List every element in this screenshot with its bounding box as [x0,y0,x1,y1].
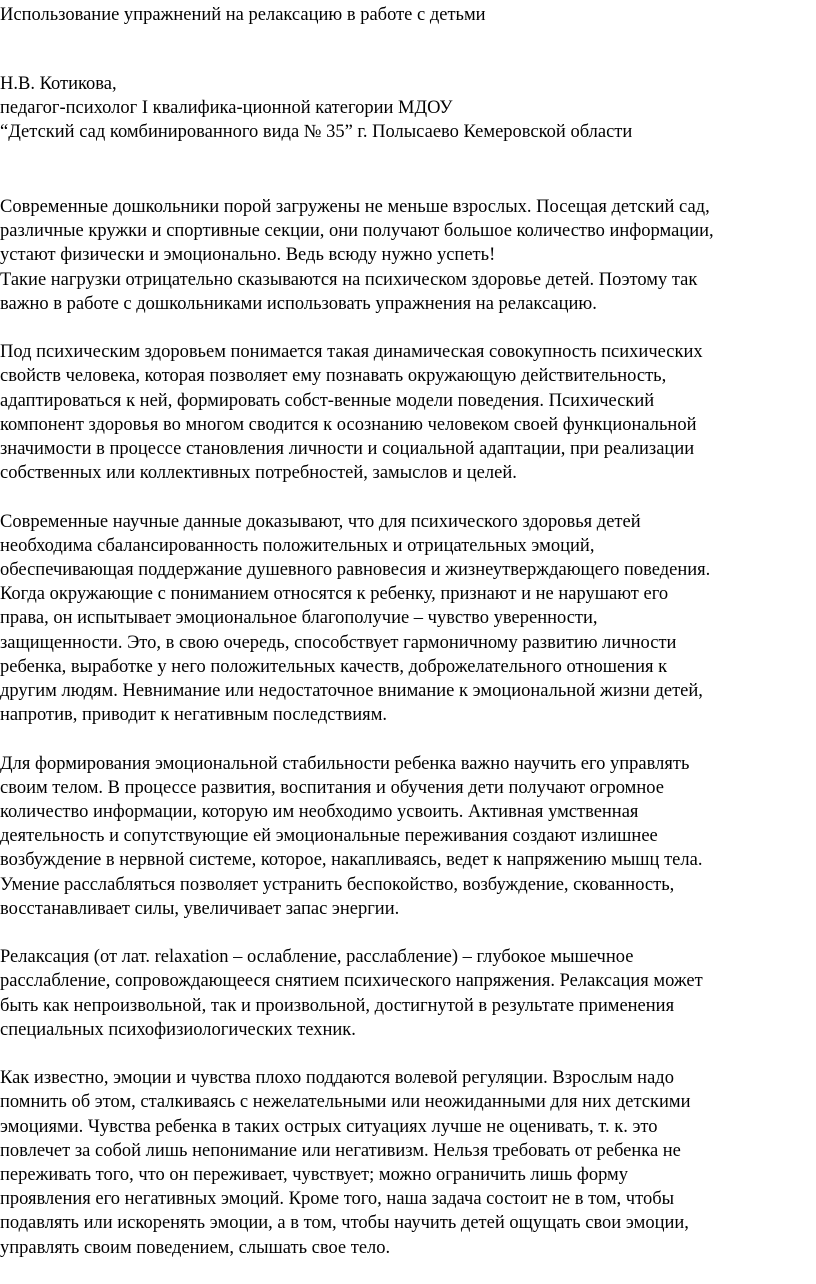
text-line: устают физически и эмоционально. Ведь всюду нужно успеть! [0,245,496,266]
text-line: управлять своим поведением, слышать свое тело. [0,1237,391,1258]
text-line: защищенности. Это, в свою очередь, способствует гармоничному развитию личности [0,632,677,653]
paragraph [0,945,812,1042]
text-line: напротив, приводит к негативным последствиям. [0,705,388,726]
text-line: переживать того, что он переживает, чувствует; можно ограничить лишь форму [0,1165,629,1186]
author-block [0,72,632,144]
text-line: Релаксация (от лат. relaxation – ослабление, расслабление) – глубокое мышечное [0,947,634,968]
text-line: возбуждение в нервной системе, которое, накапливаясь, ведет к напряжению мышц тела. [0,850,703,871]
body-text [0,195,812,1284]
text-line: Для формирования эмоциональной стабильности ребенка важно научить его управлять [0,753,690,774]
text-line: ребенка, выработке у него положительных качеств, доброжелательного отношения к [0,656,668,677]
text-line: специальных психофизиологических техник. [0,1019,356,1040]
text-line: проявления его негативных эмоций. Кроме того, наша задача состоит не в том, чтобы [0,1189,675,1210]
text-line: значимости в процессе становления личности и социальной адаптации, при реализации [0,439,695,460]
text-line: собственных или коллективных потребностей, замыслов и целей. [0,463,517,484]
text-line: Как известно, эмоции и чувства плохо поддаются волевой регуляции. Взрослым надо [0,1068,674,1089]
text-line: повлечет за собой лишь непонимание или негативизм. Нельзя требовать от ребенка не [0,1140,681,1161]
text-line: другим людям. Невнимание или недостаточное внимание к эмоциональной жизни детей, [0,681,703,702]
author-name: Н.В. Котикова, [0,74,117,94]
document-title: Использование упражнений на релаксацию в работе с детьми [0,5,486,25]
author-position: педагог-психолог I квалифика-ционной категории МДОУ [0,98,453,118]
text-line: быть как непроизвольной, так и произвольной, достигнутой в результате применения [0,995,675,1016]
text-line: Когда окружающие с пониманием относятся к ребенку, признают и не нарушают его [0,584,669,605]
text-line: подавлять или искоренять эмоции, а в том, чтобы научить детей ощущать свои эмоции, [0,1213,689,1234]
text-line: обеспечивающая поддержание душевного равновесия и жизнеутверждающего поведения. [0,560,711,581]
text-line: количество информации, которую им необходимо усвоить. Активная умственная [0,802,639,823]
text-line: помнить об этом, сталкиваясь с нежелательными или неожиданными для них детскими [0,1092,691,1113]
text-line: Современные научные данные доказывают, что для психического здоровья детей [0,511,641,532]
text-line: Умение расслабляться позволяет устранить беспокойство, возбуждение, скованность, [0,874,675,895]
text-line: компонент здоровья во многом сводится к осознанию человеком своей функциональной [0,414,697,435]
text-line: восстанавливает силы, увеличивает запас энергии. [0,898,400,919]
paragraph [0,752,812,921]
text-line: расслабление, сопровождающееся снятием психического напряжения. Релаксация может [0,971,703,992]
text-line: различные кружки и спортивные секции, они получают большое количество информации, [0,221,714,242]
text-line: адаптироваться к ней, формировать собст-венные модели поведения. Психический [0,390,655,411]
text-line: Под психическим здоровьем понимается такая динамическая совокупность психических [0,342,703,363]
text-line: Такие нагрузки отрицательно сказываются на психическом здоровье детей. Поэтому так [0,269,698,290]
text-line: деятельность и сопутствующие ей эмоциональные переживания создают излишнее [0,826,658,847]
paragraph [0,510,812,728]
text-line: свойств человека, которая позволяет ему познавать окружающую действительность, [0,366,667,387]
author-organization: “Детский сад комбинированного вида № 35” г. Полысаево Кемеровской области [0,122,633,142]
paragraph [0,195,812,316]
text-line: необходима сбалансированность положительных и отрицательных эмоций, [0,535,595,556]
text-line: Современные дошкольники порой загружены не меньше взрослых. Посещая детский сад, [0,197,710,217]
text-line: эмоциями. Чувства ребенка в таких острых ситуациях лучше не оценивать, т. к. это [0,1116,658,1137]
text-line: права, он испытывает эмоциональное благополучие – чувство уверенности, [0,608,598,629]
text-line: важно в работе с дошкольниками использовать упражнения на релаксацию. [0,293,597,314]
paragraph [0,1066,812,1260]
text-line: своим телом. В процессе развития, воспитания и обучения дети получают огромное [0,777,664,798]
paragraph [0,340,812,485]
